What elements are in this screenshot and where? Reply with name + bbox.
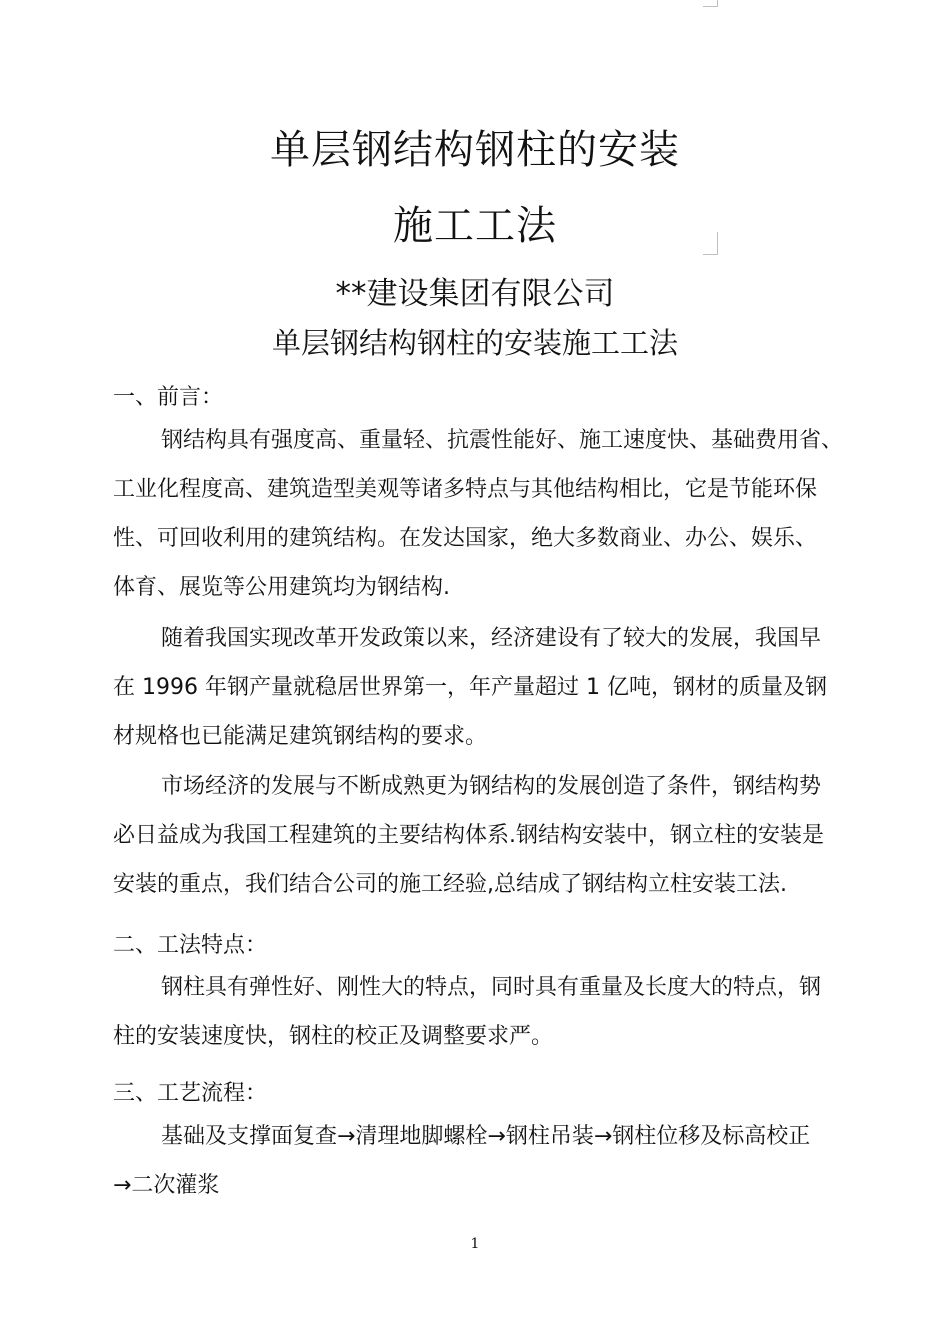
paragraph-preface-1 xyxy=(113,416,888,612)
text-line: 体育、展览等公用建筑均为钢结构. xyxy=(113,575,450,600)
crop-mark-top-horizontal xyxy=(703,6,718,7)
text-line: 在 1996 年钢产量就稳居世界第一，年产量超过 1 亿吨，钢材的质量及钢 xyxy=(113,675,827,700)
text-line: 市场经济的发展与不断成熟更为钢结构的发展创造了条件，钢结构势 xyxy=(161,774,822,799)
crop-mark-mid-horizontal xyxy=(703,254,718,255)
text-line: →二次灌浆 xyxy=(113,1173,220,1198)
text-line: 性、可回收利用的建筑结构。在发达国家，绝大多数商业、办公、娱乐、 xyxy=(113,526,818,551)
paragraph-preface-2 xyxy=(113,614,888,761)
company-name: **建设集团有限公司 xyxy=(335,276,615,312)
text-line: 基础及支撑面复查→清理地脚螺栓→钢柱吊装→钢柱位移及标高校正 xyxy=(161,1124,811,1149)
page-number: 1 xyxy=(470,1236,480,1252)
text-line: 钢柱具有弹性好、刚性大的特点，同时具有重量及长度大的特点，钢 xyxy=(161,975,822,1000)
paragraph-preface-3 xyxy=(113,762,888,909)
section-heading-process: 三、工艺流程： xyxy=(113,1081,268,1106)
section-heading-preface: 一、前言： xyxy=(113,385,224,410)
document-title-line2: 施工工法 xyxy=(393,203,557,249)
section-heading-features: 二、工法特点： xyxy=(113,933,268,958)
document-title-line1: 单层钢结构钢柱的安装 xyxy=(270,127,680,173)
text-line: 材规格也已能满足建筑钢结构的要求。 xyxy=(113,724,488,749)
text-line: 工业化程度高、建筑造型美观等诸多特点与其他结构相比，它是节能环保 xyxy=(113,477,818,502)
document-subtitle: 单层钢结构钢柱的安装施工工法 xyxy=(271,326,678,360)
text-line: 必日益成为我国工程建筑的主要结构体系.钢结构安装中，钢立柱的安装是 xyxy=(113,823,824,848)
text-line: 随着我国实现改革开发政策以来，经济建设有了较大的发展，我国早 xyxy=(161,626,822,651)
text-line: 钢结构具有强度高、重量轻、抗震性能好、施工速度快、基础费用省、 xyxy=(161,428,844,453)
paragraph-features-1 xyxy=(113,963,888,1061)
paragraph-process-1 xyxy=(113,1112,888,1210)
text-line: 柱的安装速度快，钢柱的校正及调整要求严。 xyxy=(113,1024,554,1049)
text-line: 安装的重点，我们结合公司的施工经验,总结成了钢结构立柱安装工法. xyxy=(113,872,787,897)
